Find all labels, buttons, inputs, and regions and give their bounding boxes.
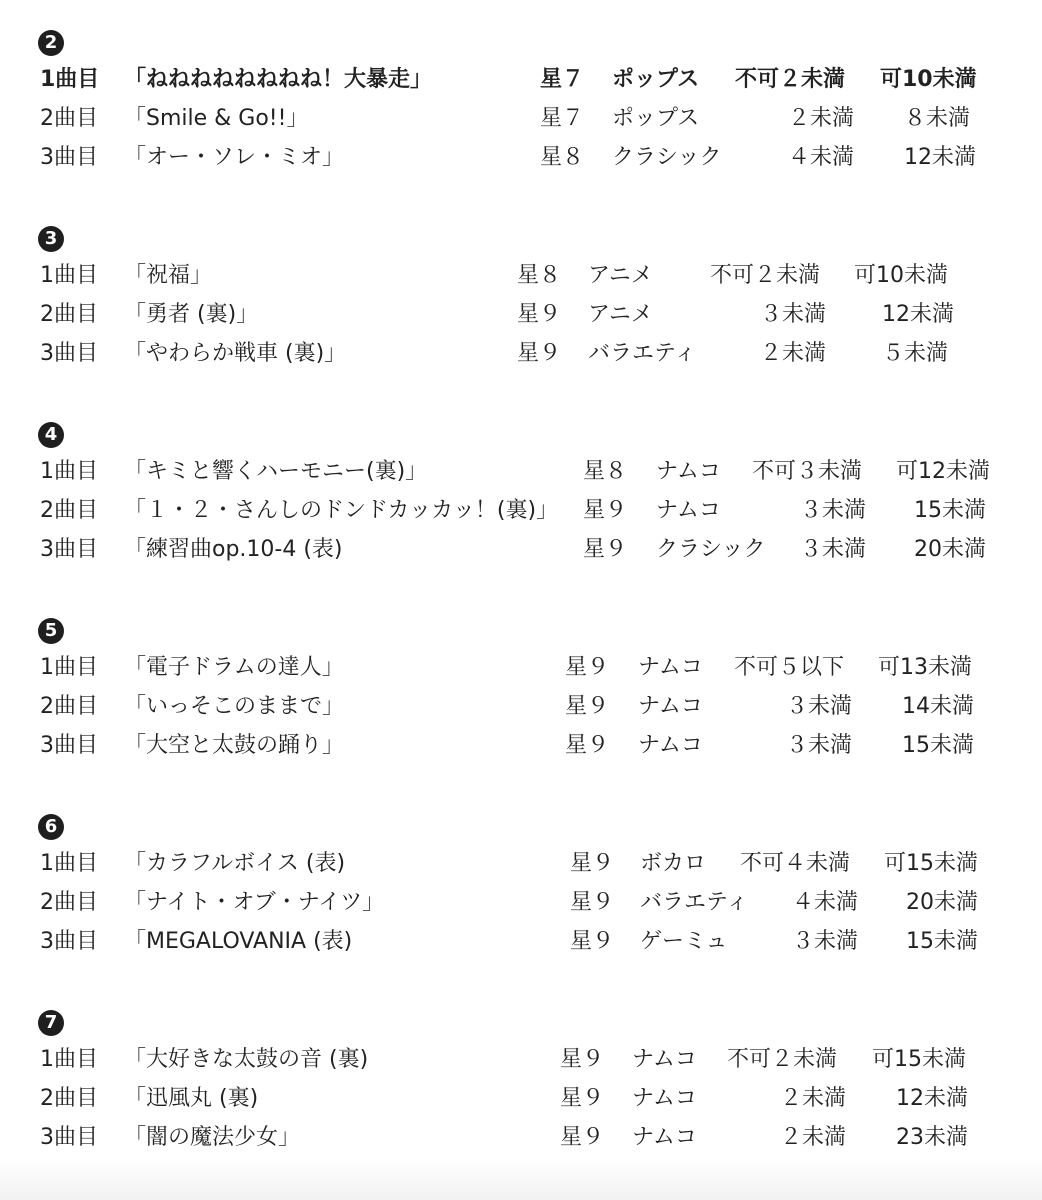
course-section [0,618,1042,788]
song-row [0,1042,1042,1078]
song-order: 1曲目 [40,655,98,680]
course-section [0,1010,1042,1180]
genre: アニメ [588,263,653,288]
song-row [0,885,1042,921]
song-row [0,336,1042,372]
star-level: 星７ [540,106,585,131]
fuka-condition: ２未満 [788,106,855,131]
fuka-condition: ２未満 [760,341,827,366]
fuka-condition: ２未満 [780,1125,847,1150]
song-title: 「大好きな太鼓の音 (裏) [124,1047,369,1072]
song-title: 「闇の魔法少女」 [124,1125,301,1150]
course-number-badge: 2 [38,30,64,56]
fuka-condition: ４未満 [788,145,855,170]
genre: ナムコ [632,1047,697,1072]
fuka-condition: 不可５以下 [734,655,845,680]
song-row [0,140,1042,176]
song-row [0,493,1042,529]
song-title: 「祝福」 [124,263,213,288]
song-row [0,924,1042,960]
bottom-fade [0,1160,1042,1200]
fuka-condition: ３未満 [792,929,859,954]
ka-condition: 12未満 [904,145,976,170]
course-section [0,814,1042,984]
fuka-condition: 不可３未満 [752,459,863,484]
song-title: 「練習曲op.10-4 (表) [124,537,343,562]
song-row [0,689,1042,725]
ka-condition: 14未満 [902,694,974,719]
genre: バラエティ [588,341,697,366]
song-row [0,728,1042,764]
song-row [0,297,1042,333]
song-row [0,846,1042,882]
star-level: 星７ [540,67,585,92]
genre: バラエティ [640,890,749,915]
genre: ナムコ [656,498,721,523]
fuka-condition: ３未満 [786,733,853,758]
fuka-condition: ３未満 [760,302,827,327]
star-level: 星９ [583,537,628,562]
course-section [0,226,1042,396]
song-order: 3曲目 [40,733,98,758]
star-level: 星８ [540,145,585,170]
star-level: 星９ [570,929,615,954]
genre: ポップス [612,106,700,131]
song-order: 3曲目 [40,537,98,562]
ka-condition: 可10未満 [880,67,977,92]
song-title: 「１・２・さんしのドンドカッカッ！(裏)」 [124,498,559,523]
song-row [0,1120,1042,1156]
star-level: 星９ [583,498,628,523]
star-level: 星９ [517,341,562,366]
song-order: 2曲目 [40,1086,98,1111]
star-level: 星８ [583,459,628,484]
song-title: 「Smile & Go!!」 [124,106,309,131]
course-number-badge: 4 [38,422,64,448]
fuka-condition: ４未満 [792,890,859,915]
song-title: 「カラフルボイス (表) [124,851,346,876]
genre: クラシック [612,145,722,170]
star-level: 星９ [565,694,610,719]
song-title: 「オー・ソレ・ミオ」 [124,145,345,170]
genre: ボカロ [640,851,707,876]
song-title: 「大空と太鼓の踊り」 [124,733,345,758]
star-level: 星８ [517,263,562,288]
star-level: 星９ [560,1125,605,1150]
ka-condition: 12未満 [896,1086,968,1111]
genre: ナムコ [638,655,703,680]
song-title: 「電子ドラムの達人」 [124,655,344,680]
song-row [0,650,1042,686]
genre: ナムコ [632,1086,697,1111]
course-number-badge: 6 [38,814,64,840]
ka-condition: ８未満 [904,106,971,131]
song-row [0,258,1042,294]
course-number-badge: 3 [38,226,64,252]
song-order: 3曲目 [40,341,98,366]
song-order: 1曲目 [40,459,98,484]
song-order: 3曲目 [40,1125,98,1150]
star-level: 星９ [570,851,615,876]
ka-condition: 12未満 [882,302,954,327]
song-title: 「キミと響くハーモニー(裏)」 [124,459,428,484]
course-number-badge: 7 [38,1010,64,1036]
song-title: 「いっそこのままで」 [124,694,345,719]
fuka-condition: ３未満 [786,694,853,719]
song-title: 「MEGALOVANIA (表) [124,929,353,954]
genre: クラシック [656,537,766,562]
song-order: 3曲目 [40,929,98,954]
star-level: 星９ [560,1047,605,1072]
song-order: 1曲目 [40,263,98,288]
ka-condition: 可15未満 [884,851,978,876]
ka-condition: 15未満 [914,498,986,523]
song-title: 「やわらか戦車 (裏)」 [124,341,347,366]
song-row [0,454,1042,490]
song-row [0,62,1042,98]
ka-condition: 可10未満 [854,263,948,288]
song-order: 2曲目 [40,498,98,523]
star-level: 星９ [517,302,562,327]
ka-condition: 20未満 [906,890,978,915]
course-section [0,30,1042,200]
ka-condition: ５未満 [882,341,949,366]
ka-condition: 20未満 [914,537,986,562]
ka-condition: 23未満 [896,1125,968,1150]
genre: ゲーミュ [640,929,728,954]
song-order: 2曲目 [40,694,98,719]
star-level: 星９ [560,1086,605,1111]
star-level: 星９ [565,655,610,680]
fuka-condition: 不可２未満 [735,67,846,92]
song-order: 1曲目 [40,851,98,876]
genre: ナムコ [656,459,721,484]
fuka-condition: ２未満 [780,1086,847,1111]
ka-condition: 可15未満 [872,1047,966,1072]
course-number-badge: 5 [38,618,64,644]
ka-condition: 可13未満 [878,655,972,680]
song-row [0,101,1042,137]
genre: ナムコ [632,1125,697,1150]
song-title: 「ねねねねねねねね！大暴走」 [124,67,433,92]
ka-condition: 可12未満 [896,459,990,484]
course-section [0,422,1042,592]
fuka-condition: 不可２未満 [727,1047,838,1072]
song-title: 「ナイト・オブ・ナイツ」 [124,890,385,915]
genre: ナムコ [638,733,703,758]
fuka-condition: 不可４未満 [740,851,851,876]
genre: アニメ [588,302,653,327]
genre: ポップス [612,67,700,92]
fuka-condition: ３未満 [800,498,867,523]
song-order: 1曲目 [40,1047,98,1072]
song-title: 「勇者 (裏)」 [124,302,259,327]
song-title: 「迅風丸 (裏) [124,1086,259,1111]
fuka-condition: 不可２未満 [710,263,821,288]
ka-condition: 15未満 [906,929,978,954]
song-order: 1曲目 [40,67,100,92]
fuka-condition: ３未満 [800,537,867,562]
song-order: 2曲目 [40,890,98,915]
song-order: 3曲目 [40,145,98,170]
star-level: 星９ [570,890,615,915]
song-order: 2曲目 [40,106,98,131]
star-level: 星９ [565,733,610,758]
song-row [0,532,1042,568]
song-order: 2曲目 [40,302,98,327]
ka-condition: 15未満 [902,733,974,758]
song-row [0,1081,1042,1117]
genre: ナムコ [638,694,703,719]
